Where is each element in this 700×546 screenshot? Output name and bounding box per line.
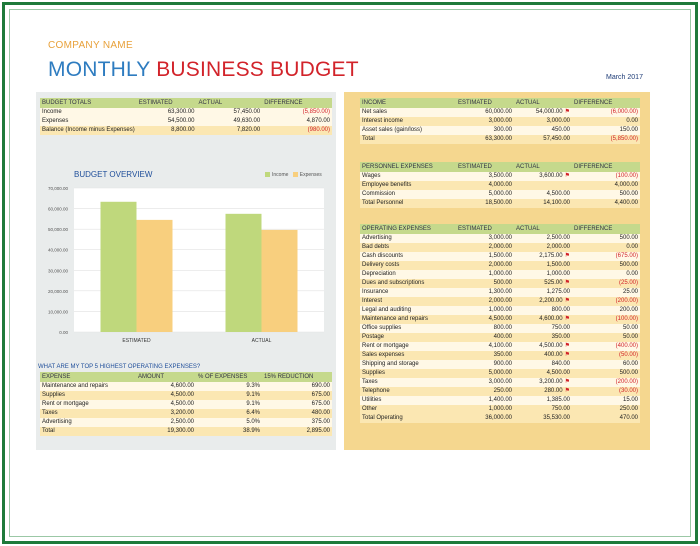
cell[interactable]: 2,000.00	[456, 243, 514, 252]
top5-table	[40, 372, 332, 436]
cell[interactable]: Legal and auditing	[360, 306, 456, 315]
table-row	[360, 190, 640, 199]
title-part-monthly: MONTHLY	[48, 58, 151, 81]
cell[interactable]: 4,500.00	[456, 315, 514, 324]
top5-title: WHAT ARE MY TOP 5 HIGHEST OPERATING EXPENSES?	[38, 364, 201, 370]
cell[interactable]: 1,385.00	[514, 396, 572, 405]
cell[interactable]: 4,870.00	[262, 117, 332, 126]
cell[interactable]: Interest income	[360, 117, 456, 126]
cell[interactable]: 19,300.00	[136, 427, 196, 436]
flag-icon: ⚑	[564, 343, 570, 349]
cell[interactable]: (980.00)	[262, 126, 332, 135]
cell[interactable]: 14,100.00	[514, 199, 572, 208]
cell[interactable]: 35,530.00	[514, 414, 572, 423]
cell[interactable]: 57,450.00	[514, 135, 572, 144]
cell[interactable]: 750.00	[514, 324, 572, 333]
cell[interactable]: (200.00)	[572, 378, 640, 387]
col-header: DIFFERENCE	[572, 162, 640, 172]
col-header: INCOME	[360, 98, 456, 108]
col-header: OPERATING EXPENSES	[360, 224, 456, 234]
x-tick-label: ESTIMATED	[122, 338, 151, 344]
cell[interactable]: Delivery costs	[360, 261, 456, 270]
cell[interactable]: Supplies	[40, 391, 136, 400]
cell[interactable]: Other	[360, 405, 456, 414]
cell[interactable]: Utilities	[360, 396, 456, 405]
cell[interactable]: 480.00	[262, 409, 332, 418]
cell[interactable]: 450.00	[514, 126, 572, 135]
cell[interactable]: 3,200.00	[136, 409, 196, 418]
cell[interactable]: 250.00	[456, 387, 514, 396]
table-row	[360, 405, 640, 414]
cell[interactable]: 2,000.00	[456, 297, 514, 306]
table-row	[360, 288, 640, 297]
y-tick-label: 30,000.00	[47, 268, 68, 274]
cell[interactable]: 2,200.00 ⚑	[514, 297, 572, 306]
cell[interactable]: 5.0%	[196, 418, 262, 427]
cell[interactable]: 1,000.00	[514, 270, 572, 279]
table-row	[360, 108, 640, 117]
cell[interactable]: Dues and subscriptions	[360, 279, 456, 288]
table-row	[360, 360, 640, 369]
table-row	[360, 135, 640, 144]
cell[interactable]: 0.00	[572, 270, 640, 279]
cell[interactable]: 7,820.00	[197, 126, 263, 135]
cell[interactable]: 500.00	[572, 261, 640, 270]
y-tick-label: 70,000.00	[47, 186, 68, 191]
table-row	[360, 369, 640, 378]
table-row	[360, 315, 640, 324]
operating-table	[360, 224, 640, 423]
cell[interactable]: Income	[40, 108, 137, 117]
cell[interactable]: (6,000.00)	[572, 108, 640, 117]
cell[interactable]: 8,800.00	[137, 126, 197, 135]
report-date[interactable]: March 2017	[606, 74, 643, 81]
cell[interactable]: Employee benefits	[360, 181, 456, 190]
table-row	[360, 126, 640, 135]
cell[interactable]: 1,500.00	[456, 252, 514, 261]
cell[interactable]: 4,500.00	[136, 391, 196, 400]
cell[interactable]: 400.00	[456, 333, 514, 342]
cell[interactable]: 470.00	[572, 414, 640, 423]
cell[interactable]: 4,500.00 ⚑	[514, 342, 572, 351]
cell[interactable]: 3,000.00	[456, 234, 514, 243]
cell[interactable]: 1,000.00	[456, 270, 514, 279]
cell[interactable]: Advertising	[40, 418, 136, 427]
flag-icon: ⚑	[564, 388, 570, 394]
cell[interactable]: Postage	[360, 333, 456, 342]
cell[interactable]: 9.1%	[196, 400, 262, 409]
cell[interactable]	[514, 181, 572, 190]
cell[interactable]: 6.4%	[196, 409, 262, 418]
cell[interactable]: 250.00	[572, 405, 640, 414]
cell[interactable]: 800.00	[514, 306, 572, 315]
x-tick-label: ACTUAL	[251, 338, 272, 344]
col-header: ACTUAL	[514, 98, 572, 108]
table-row	[40, 427, 332, 436]
cell[interactable]: (100.00)	[572, 172, 640, 181]
table-row	[360, 181, 640, 190]
col-header: ESTIMATED	[137, 98, 197, 108]
cell[interactable]: 4,100.00	[456, 342, 514, 351]
cell[interactable]: 3,500.00	[456, 172, 514, 181]
cell[interactable]: (25.00)	[572, 279, 640, 288]
table-row	[360, 297, 640, 306]
flag-icon: ⚑	[564, 298, 570, 304]
cell[interactable]: Interest	[360, 297, 456, 306]
table-row	[40, 382, 332, 391]
table-row	[360, 199, 640, 208]
cell[interactable]: 300.00	[456, 126, 514, 135]
cell[interactable]: Taxes	[40, 409, 136, 418]
y-tick-label: 60,000.00	[47, 206, 68, 212]
flag-icon: ⚑	[564, 253, 570, 259]
col-header: AMOUNT	[136, 372, 196, 382]
bar-income-estimated[interactable]	[101, 202, 137, 332]
cell[interactable]: 2,500.00	[514, 234, 572, 243]
cell[interactable]: Telephone	[360, 387, 456, 396]
bar-expenses-estimated[interactable]	[137, 220, 173, 332]
table-row	[360, 234, 640, 243]
cell[interactable]: 1,000.00	[456, 306, 514, 315]
cell[interactable]: 350.00	[514, 333, 572, 342]
y-tick-label: 0.00	[59, 330, 68, 335]
cell[interactable]: 280.00 ⚑	[514, 387, 572, 396]
cell[interactable]: 54,500.00	[137, 117, 197, 126]
cell[interactable]: 15.00	[572, 396, 640, 405]
cell[interactable]: 4,500.00	[514, 190, 572, 199]
cell[interactable]: (5,850.00)	[572, 135, 640, 144]
cell[interactable]: 0.00	[572, 117, 640, 126]
cell[interactable]: 675.00	[262, 400, 332, 409]
table-row	[360, 306, 640, 315]
table-row	[360, 333, 640, 342]
col-header: DIFFERENCE	[572, 98, 640, 108]
col-header: % OF EXPENSES	[196, 372, 262, 382]
cell[interactable]: 50.00	[572, 324, 640, 333]
bar-income-actual[interactable]	[226, 214, 262, 332]
cell[interactable]: 4,000.00	[572, 181, 640, 190]
cell[interactable]: 1,000.00	[456, 405, 514, 414]
table-row	[360, 396, 640, 405]
cell[interactable]: 38.9%	[196, 427, 262, 436]
cell[interactable]: 800.00	[456, 324, 514, 333]
col-header: DIFFERENCE	[262, 98, 332, 108]
cell[interactable]: 60.00	[572, 360, 640, 369]
col-header: ACTUAL	[197, 98, 263, 108]
cell[interactable]: 9.3%	[196, 382, 262, 391]
cell[interactable]: (675.00)	[572, 252, 640, 261]
col-header: 15% REDUCTION	[262, 372, 332, 382]
cell[interactable]: 63,300.00	[137, 108, 197, 117]
table-row	[360, 117, 640, 126]
cell[interactable]: Total Operating	[360, 414, 456, 423]
cell[interactable]: 36,000.00	[456, 414, 514, 423]
table-row	[40, 409, 332, 418]
title-part-budget: BUSINESS BUDGET	[156, 58, 359, 81]
cell[interactable]: 3,000.00	[456, 117, 514, 126]
cell[interactable]: Cash discounts	[360, 252, 456, 261]
flag-icon: ⚑	[564, 352, 570, 358]
cell[interactable]: Wages	[360, 172, 456, 181]
cell[interactable]: Depreciation	[360, 270, 456, 279]
table-row	[360, 279, 640, 288]
cell[interactable]: 60,000.00	[456, 108, 514, 117]
cell[interactable]: Asset sales (gain/loss)	[360, 126, 456, 135]
table-row	[360, 172, 640, 181]
cell[interactable]: Expenses	[40, 117, 137, 126]
col-header: ESTIMATED	[456, 162, 514, 172]
y-tick-label: 40,000.00	[47, 247, 68, 253]
flag-icon: ⚑	[564, 109, 570, 115]
cell[interactable]: Total Personnel	[360, 199, 456, 208]
table-row	[360, 261, 640, 270]
cell[interactable]: 3,000.00	[456, 378, 514, 387]
flag-icon: ⚑	[564, 316, 570, 322]
y-tick-label: 20,000.00	[47, 288, 68, 294]
cell[interactable]: 50.00	[572, 333, 640, 342]
col-header: ACTUAL	[514, 224, 572, 234]
cell[interactable]: (30.00)	[572, 387, 640, 396]
cell[interactable]: 500.00	[572, 234, 640, 243]
y-tick-label: 10,000.00	[47, 309, 68, 315]
cell[interactable]: 2,000.00	[514, 243, 572, 252]
chart-title: BUDGET OVERVIEW	[74, 170, 153, 179]
col-header: ESTIMATED	[456, 224, 514, 234]
cell[interactable]: 675.00	[262, 391, 332, 400]
cell[interactable]: 840.00	[514, 360, 572, 369]
cell[interactable]: Balance (Income minus Expenses)	[42, 127, 135, 133]
personnel-table	[360, 162, 640, 208]
cell[interactable]: 2,000.00	[456, 261, 514, 270]
cell[interactable]: 4,600.00 ⚑	[514, 315, 572, 324]
cell[interactable]: 5,000.00	[456, 369, 514, 378]
cell[interactable]: 9.1%	[196, 391, 262, 400]
cell[interactable]: 1,400.00	[456, 396, 514, 405]
cell[interactable]: 3,200.00 ⚑	[514, 378, 572, 387]
cell[interactable]: 350.00	[456, 351, 514, 360]
cell[interactable]: Total	[40, 427, 136, 436]
cell[interactable]: Maintenance and repairs	[40, 382, 136, 391]
cell[interactable]: 3,000.00	[514, 117, 572, 126]
table-row	[360, 351, 640, 360]
cell[interactable]: 3,600.00 ⚑	[514, 172, 572, 181]
cell[interactable]: 900.00	[456, 360, 514, 369]
table-row	[360, 270, 640, 279]
flag-icon: ⚑	[564, 379, 570, 385]
cell[interactable]: 4,500.00	[514, 369, 572, 378]
cell[interactable]: 18,500.00	[456, 199, 514, 208]
cell[interactable]: 57,450.00	[197, 108, 263, 117]
cell[interactable]: 375.00	[262, 418, 332, 427]
cell[interactable]: 49,630.00	[197, 117, 263, 126]
cell[interactable]: 500.00	[456, 279, 514, 288]
table-row	[40, 418, 332, 427]
cell[interactable]: (5,850.00)	[262, 108, 332, 117]
col-header: ACTUAL	[514, 162, 572, 172]
cell[interactable]: Sales expenses	[360, 351, 456, 360]
col-header: EXPENSE	[40, 372, 136, 382]
company-name[interactable]: COMPANY NAME	[48, 40, 133, 51]
cell[interactable]: 2,175.00 ⚑	[514, 252, 572, 261]
cell[interactable]: Commission	[360, 190, 456, 199]
cell[interactable]: 0.00	[572, 243, 640, 252]
y-tick-label: 50,000.00	[47, 227, 68, 233]
cell[interactable]: 4,600.00	[136, 382, 196, 391]
cell[interactable]: 5,000.00	[456, 190, 514, 199]
cell[interactable]: 400.00 ⚑	[514, 351, 572, 360]
table-row	[360, 324, 640, 333]
cell[interactable]: Office supplies	[360, 324, 456, 333]
bar-expenses-actual[interactable]	[262, 230, 298, 332]
col-header: BUDGET TOTALS	[40, 98, 137, 108]
cell[interactable]: 4,500.00	[136, 400, 196, 409]
col-header: PERSONNEL EXPENSES	[360, 162, 456, 172]
cell[interactable]: 1,275.00	[514, 288, 572, 297]
table-row	[360, 414, 640, 423]
cell[interactable]: 1,500.00	[514, 261, 572, 270]
col-header: ESTIMATED	[456, 98, 514, 108]
cell[interactable]: 500.00	[572, 369, 640, 378]
cell[interactable]: 2,895.00	[262, 427, 332, 436]
cell[interactable]: 500.00	[572, 190, 640, 199]
cell[interactable]: 150.00	[572, 126, 640, 135]
table-row	[360, 378, 640, 387]
cell[interactable]: 54,000.00 ⚑	[514, 108, 572, 117]
cell[interactable]: 525.00 ⚑	[514, 279, 572, 288]
cell[interactable]: 2,500.00	[136, 418, 196, 427]
table-row	[40, 391, 332, 400]
col-header: DIFFERENCE	[572, 224, 640, 234]
cell[interactable]: (100.00)	[572, 315, 640, 324]
cell[interactable]: Supplies	[360, 369, 456, 378]
cell[interactable]: Total	[360, 135, 456, 144]
cell[interactable]: 4,000.00	[456, 181, 514, 190]
cell[interactable]: Maintenance and repairs	[360, 315, 456, 324]
cell[interactable]: Insurance	[360, 288, 456, 297]
table-row	[360, 387, 640, 396]
cell[interactable]: Rent or mortgage	[40, 400, 136, 409]
cell[interactable]: Taxes	[360, 378, 456, 387]
cell[interactable]: 750.00	[514, 405, 572, 414]
cell[interactable]: 63,300.00	[456, 135, 514, 144]
income-table	[360, 98, 640, 144]
legend-label-income: Income	[272, 172, 289, 178]
table-row	[360, 342, 640, 351]
cell[interactable]: 25.00	[572, 288, 640, 297]
cell[interactable]: 690.00	[262, 382, 332, 391]
cell[interactable]: (200.00)	[572, 297, 640, 306]
cell[interactable]: Net sales	[360, 108, 456, 117]
flag-icon: ⚑	[564, 280, 570, 286]
cell[interactable]: Bad debts	[360, 243, 456, 252]
table-row	[360, 243, 640, 252]
table-row	[40, 400, 332, 409]
table-row	[360, 252, 640, 261]
cell[interactable]: 4,400.00	[572, 199, 640, 208]
cell[interactable]: Advertising	[360, 234, 456, 243]
flag-icon: ⚑	[564, 173, 570, 179]
cell[interactable]: (50.00)	[572, 351, 640, 360]
legend-label-expenses: Expenses	[299, 172, 322, 178]
cell[interactable]: Rent or mortgage	[360, 342, 456, 351]
cell[interactable]: 1,300.00	[456, 288, 514, 297]
cell[interactable]: 200.00	[572, 306, 640, 315]
cell[interactable]: Shipping and storage	[360, 360, 456, 369]
cell[interactable]: (400.00)	[572, 342, 640, 351]
